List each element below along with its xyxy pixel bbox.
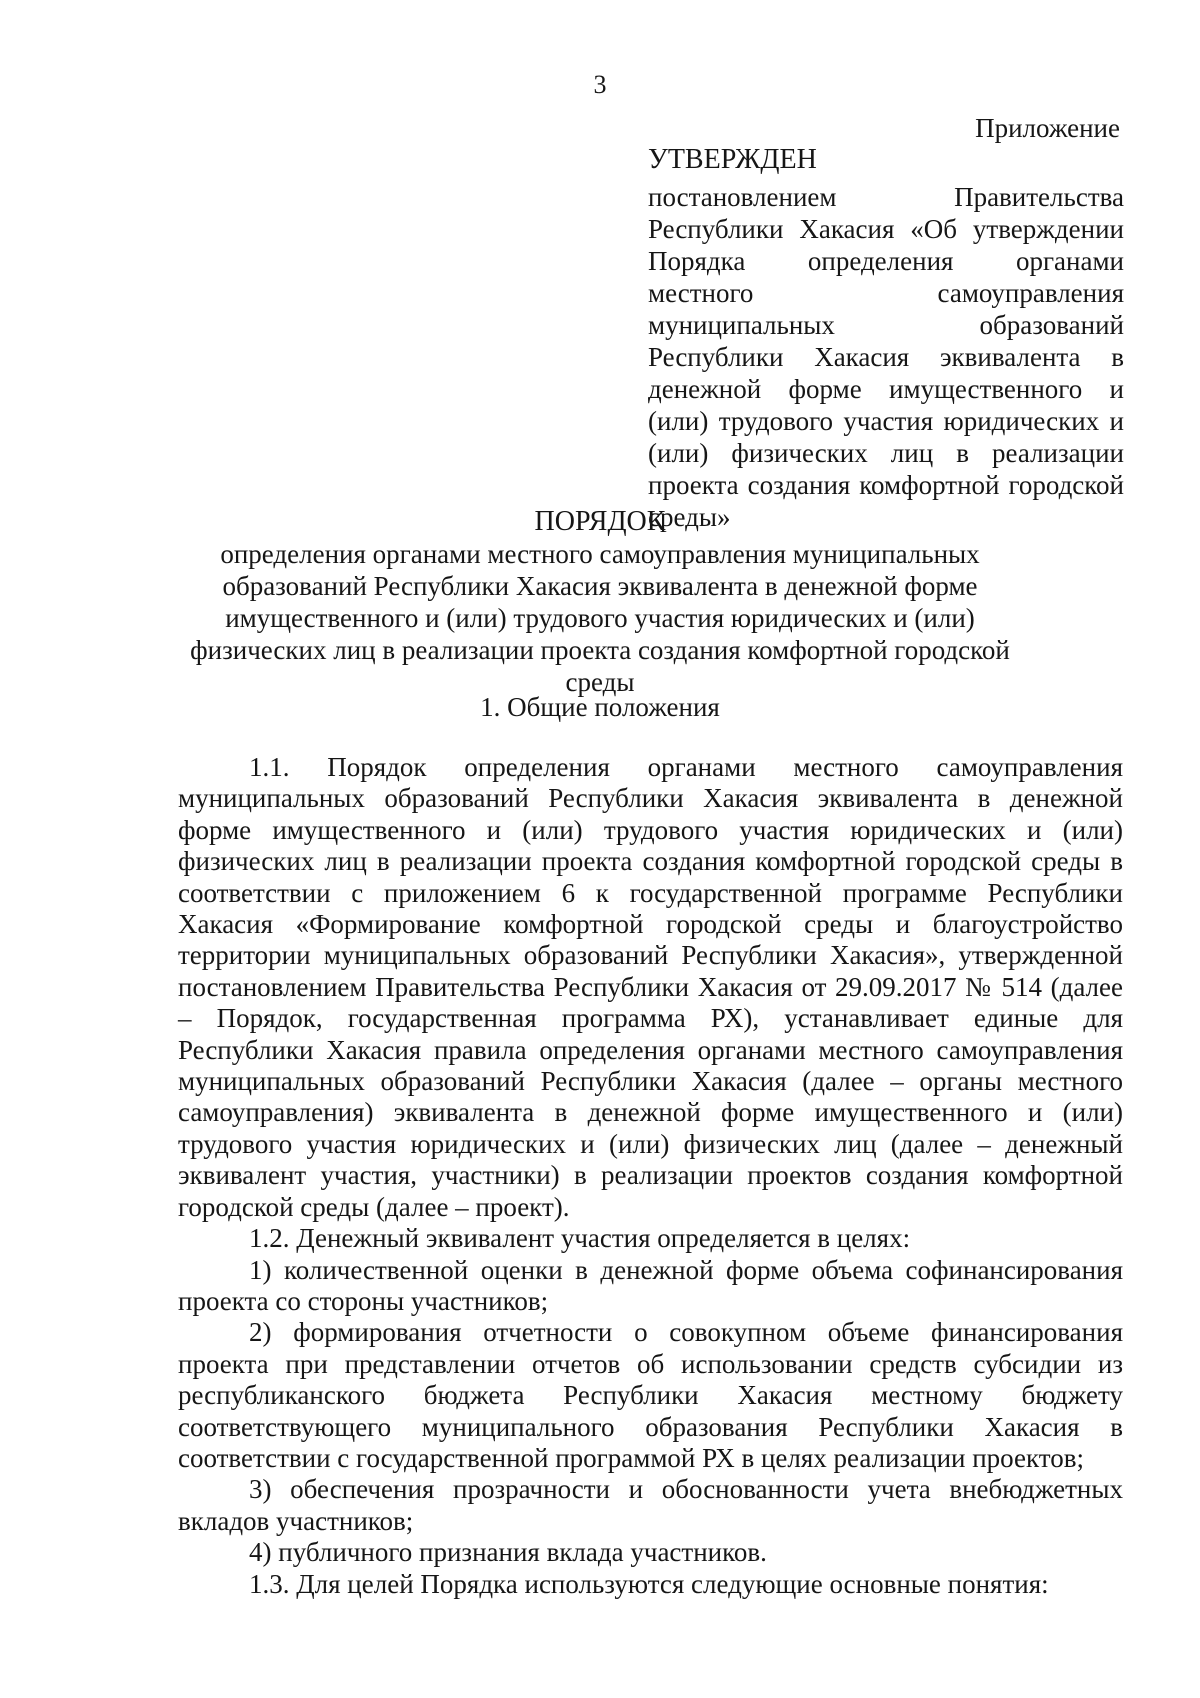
list-item-4: 4) публичного признания вклада участников.: [249, 1537, 767, 1568]
document-title: ПОРЯДОК: [534, 506, 666, 537]
list-item-1: 1) количественной оценки в денежной форме объема софинансирования проекта со стороны участников;: [178, 1254, 1123, 1316]
list-item-3: 3) обеспечения прозрачности и обоснованности учета внебюджетных вкладов участников;: [178, 1474, 1123, 1536]
list-item-2: 2) формирования отчетности о совокупном объеме финансирования проекта при представлении отчетов об использовании средств субсидии из республиканского бюджета Республики Хакасия местному бюджету соответствующего муниципального образования Республики Хакасия в соответствии с государственной программой РХ в целях реализации проектов;: [178, 1317, 1123, 1473]
approval-stamp-block: [648, 143, 1124, 533]
document-subtitle: определения органами местного самоуправления муниципальных образований Республики Хакасия эквивалента в денежной форме имущественного и (или) трудового участия юридических и (или) физических лиц в реализации проекта создания комфортной городской среды: [190, 539, 1010, 697]
paragraph-1-2: 1.2. Денежный эквивалент участия определяется в целях:: [249, 1223, 911, 1254]
paragraph-1-3: 1.3. Для целей Порядка используются следующие основные понятия:: [249, 1568, 1049, 1599]
section-heading: 1. Общие положения: [480, 692, 720, 722]
document-body: [178, 752, 1123, 1600]
approval-text: постановлением Правительства Республики Хакасия «Об утверждении Порядка определения органами местного самоуправления муниципальных образований Республики Хакасия эквивалента в денежной форме имущественного и (или) трудового участия юридических и (или) физических лиц в реализации проекта создания комфортной городской среды»: [648, 182, 1124, 532]
approval-heading: УТВЕРЖДЕН: [648, 144, 817, 175]
page-number: 3: [593, 70, 607, 99]
paragraph-1-1: 1.1. Порядок определения органами местного самоуправления муниципальных образований Республики Хакасия эквивалента в денежной форме имущественного и (или) трудового участия юридических и (или) физических лиц в реализации проекта создания комфортной городской среды в соответствии с приложением 6 к государственной программе Республики Хакасия «Формирование комфортной городской среды и благоустройство территории муниципальных образований Республики Хакасия», утвержденной постановлением Правительства Республики Хакасия от 29.09.2017 № 514 (далее – Порядок, государственная программа РХ), устанавливает единые для Республики Хакасия правила определения органами местного самоуправления муниципальных образований Республики Хакасия (далее – органы местного самоуправления) эквивалента в денежной форме имущественного и (или) трудового участия юридических и (или) физических лиц (далее – денежный эквивалент участия, участники) в реализации проектов создания комфортной городской среды (далее – проект).: [178, 752, 1123, 1222]
annex-label: Приложение: [975, 113, 1120, 143]
